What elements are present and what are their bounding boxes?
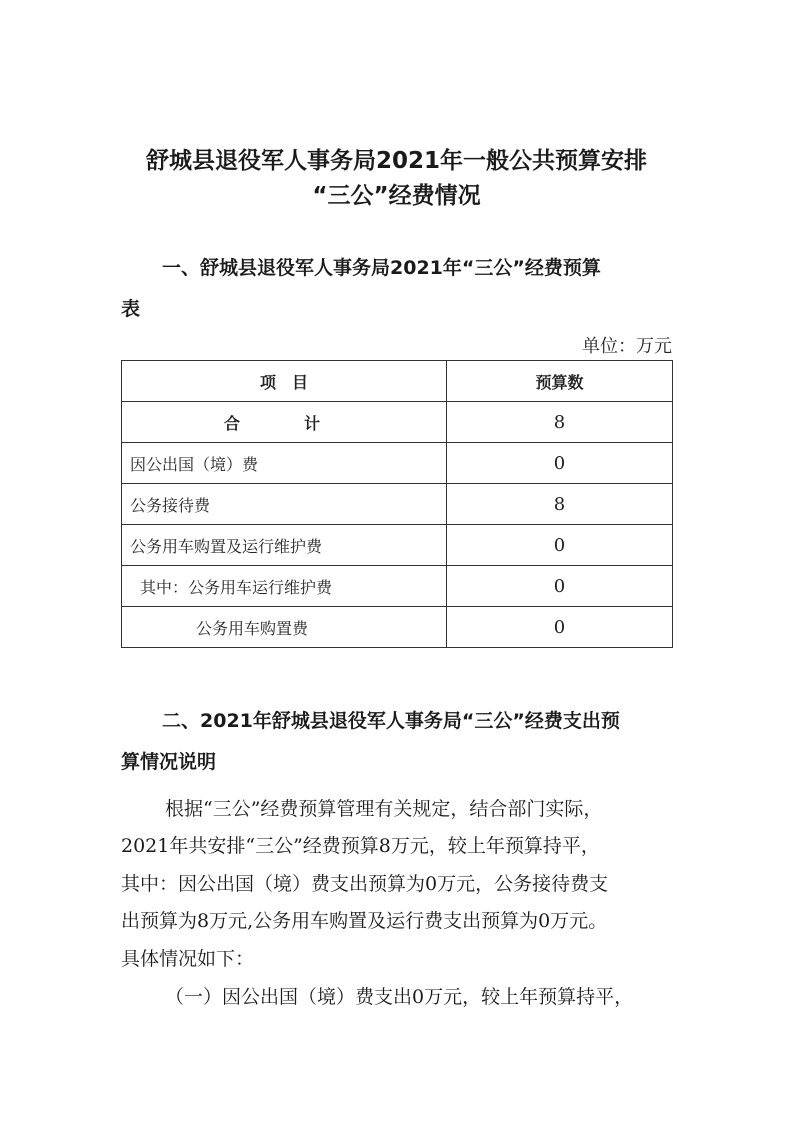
paragraph-line: 其中：因公出国（境）费支出预算为0万元，公务接待费支 (121, 873, 609, 895)
paragraph-line: 2021年共安排“三公”经费预算8万元，较上年预算持平， (121, 835, 600, 857)
document-title-line2: “三公”经费情况 (312, 183, 481, 209)
budget-table (121, 360, 673, 648)
paragraph-line: （一）因公出国（境）费支出0万元，较上年预算持平， (165, 986, 634, 1008)
table-row (122, 607, 673, 648)
column-header-item: 项 目 (122, 361, 447, 402)
section1-heading-line2: 表 (121, 298, 141, 320)
row-label: 公务用车购置及运行维护费 (122, 525, 447, 566)
row-label: 其中：公务用车运行维护费 (122, 566, 447, 607)
row-value: 8 (447, 484, 673, 525)
row-label-total: 合 计 (223, 413, 344, 433)
document-title-line1: 舒城县退役军人事务局2021年一般公共预算安排 (145, 148, 647, 174)
paragraph-line: 根据“三公”经费预算管理有关规定，结合部门实际， (165, 798, 603, 820)
table-row (122, 525, 673, 566)
row-label: 公务用车购置费 (122, 607, 447, 648)
row-value-total: 8 (447, 402, 673, 443)
row-label: 因公出国（境）费 (122, 443, 447, 484)
unit-label: 单位：万元 (582, 336, 672, 357)
paragraph-line: 具体情况如下： (121, 948, 255, 970)
table-row (122, 484, 673, 525)
row-label: 公务接待费 (122, 484, 447, 525)
row-value: 0 (447, 566, 673, 607)
table-header-row (122, 361, 673, 402)
row-value: 0 (447, 525, 673, 566)
section2-heading-line2: 算情况说明 (121, 751, 217, 773)
row-value: 0 (447, 607, 673, 648)
section2-heading-line1: 二、2021年舒城县退役军人事务局“三公”经费支出预 (162, 710, 620, 732)
column-header-amount: 预算数 (447, 361, 673, 402)
paragraph-line: 出预算为8万元,公务用车购置及运行费支出预算为0万元。 (121, 910, 608, 932)
table-row (122, 443, 673, 484)
row-value: 0 (447, 443, 673, 484)
table-row (122, 566, 673, 607)
section1-heading-line1: 一、舒城县退役军人事务局2021年“三公”经费预算 (162, 257, 601, 279)
table-row-total (122, 402, 673, 443)
